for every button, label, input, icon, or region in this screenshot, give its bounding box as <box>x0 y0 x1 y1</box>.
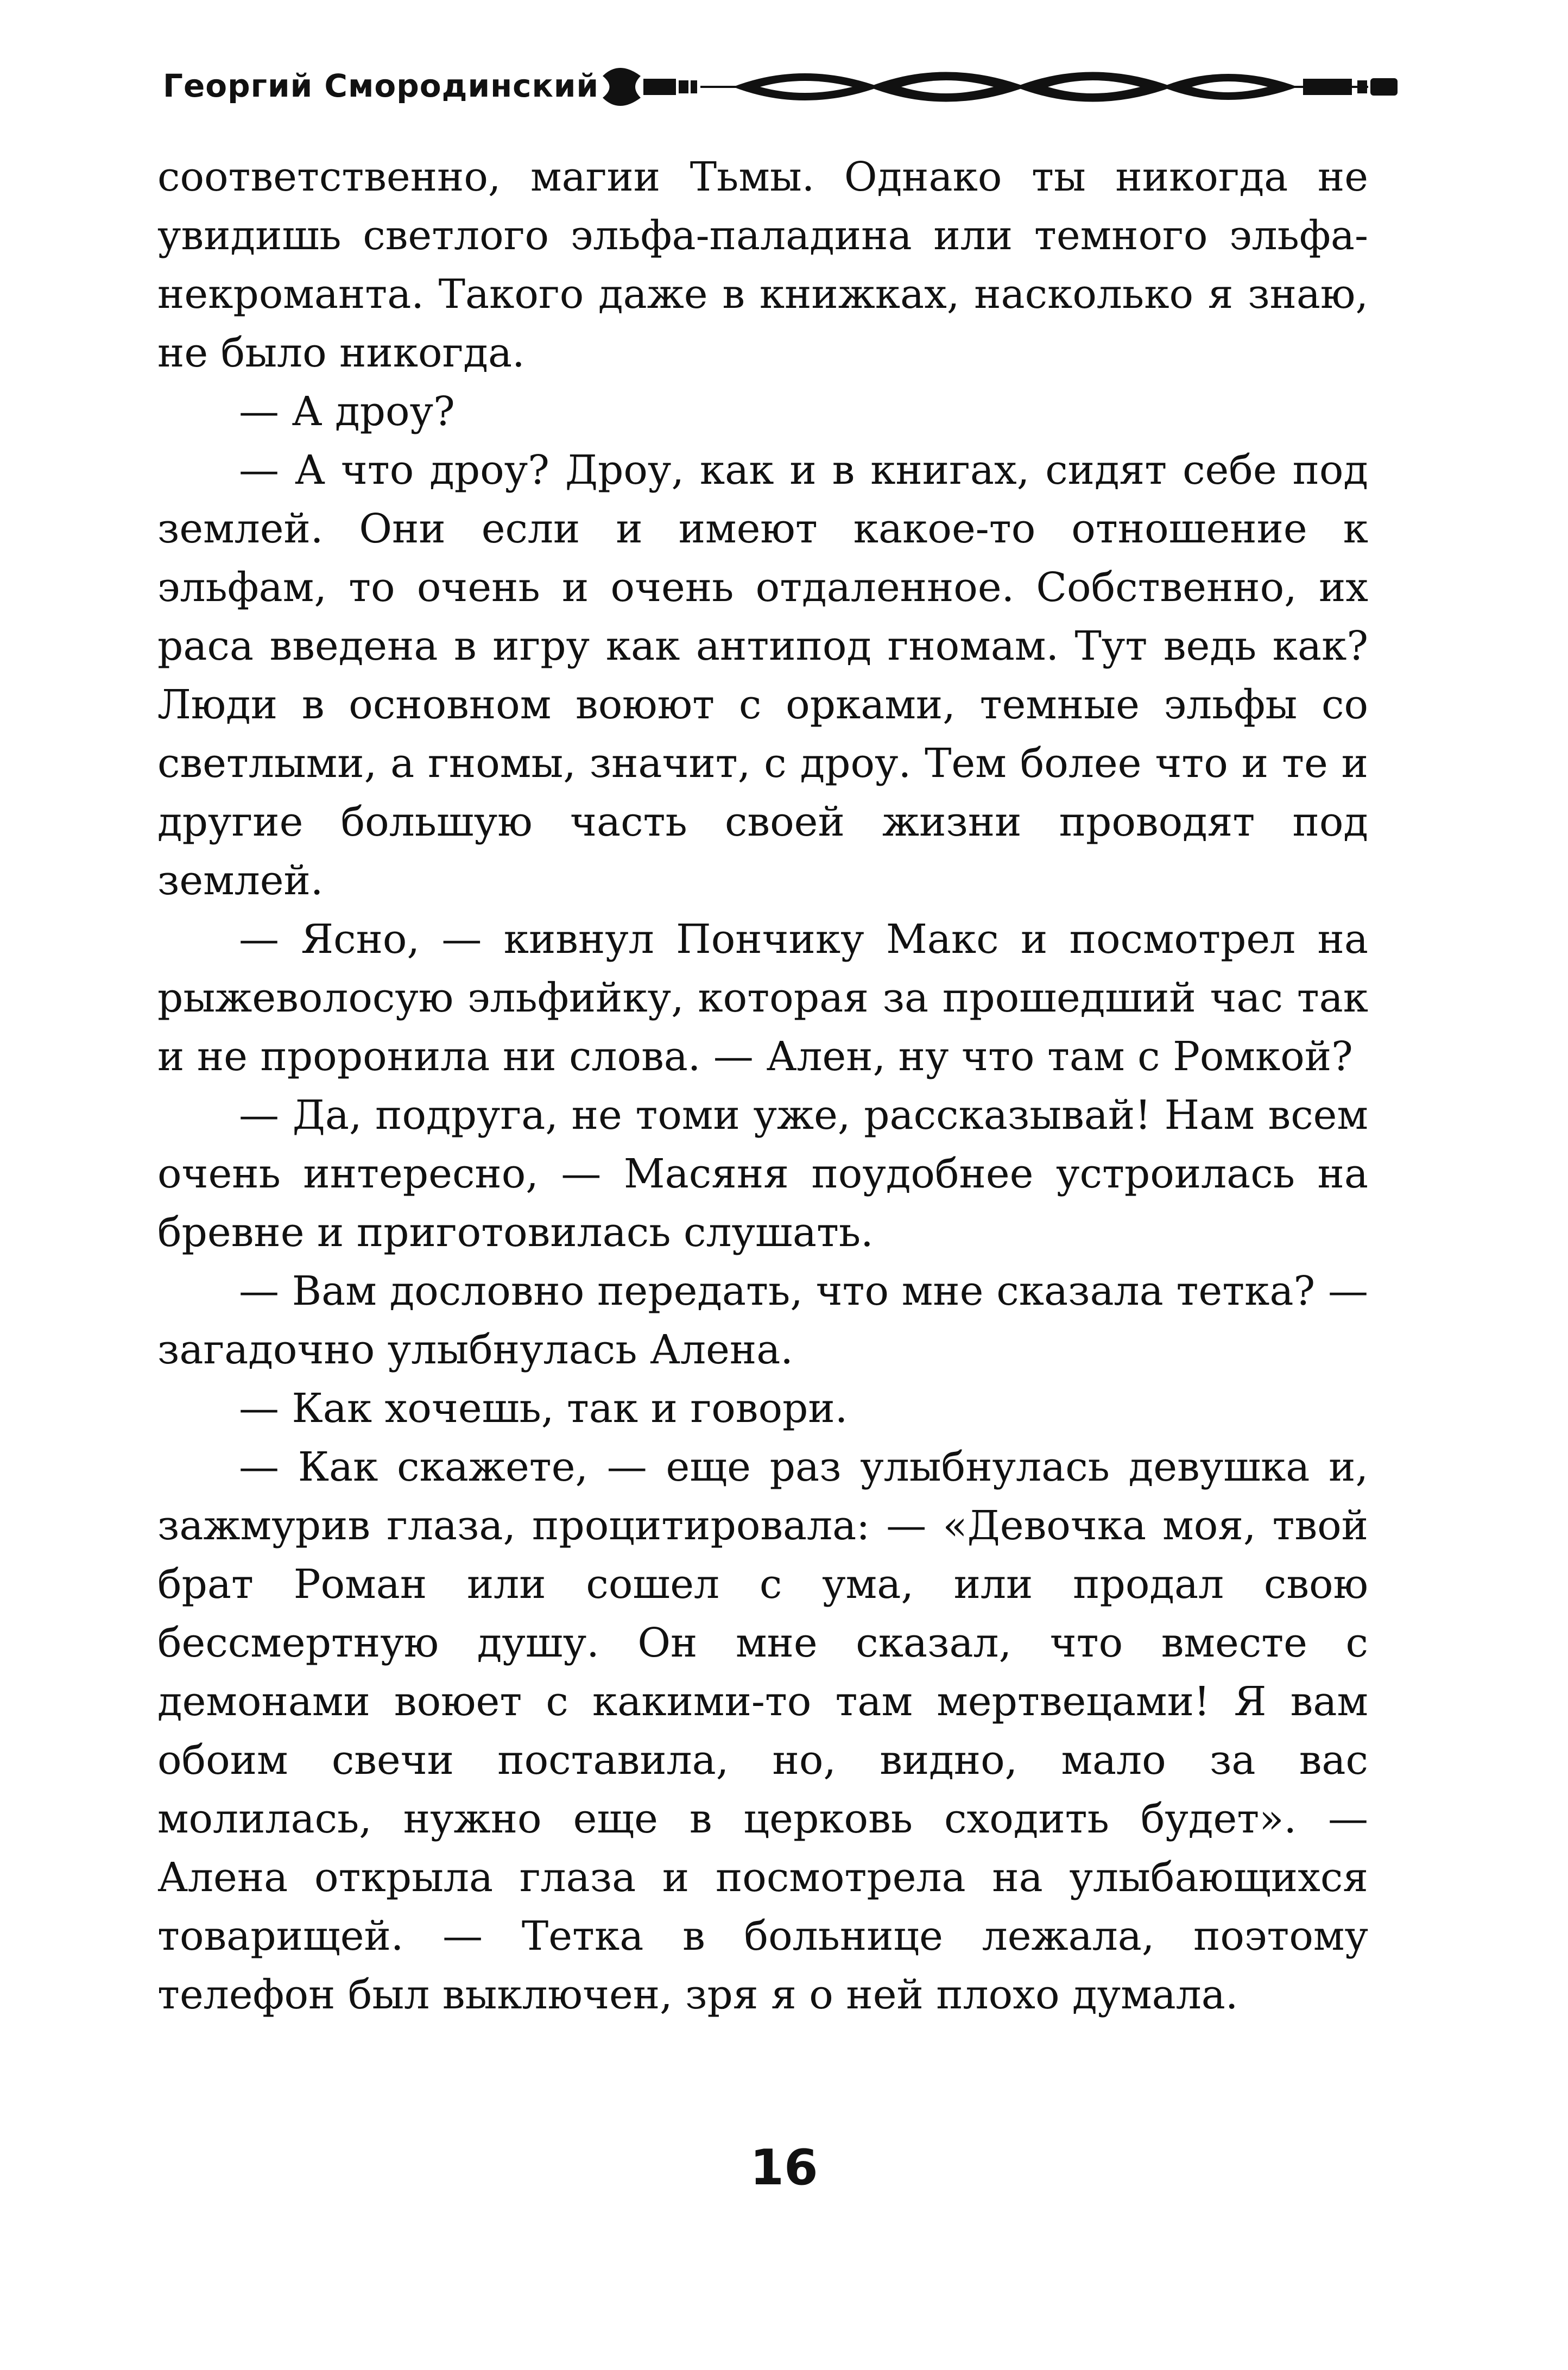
paragraph: — А дроу? <box>239 388 455 435</box>
body-text <box>157 148 1368 2024</box>
paragraph: соответственно, магии Тьмы. Однако ты никогда не увидишь светлого эльфа-паладина или темного эльфа-некроманта. Такого даже в книжках, насколько я знаю, не было никогда. <box>157 154 1368 376</box>
decorative-rule-ornament-icon <box>597 54 1412 119</box>
page-header <box>163 54 1412 119</box>
paragraph: — Как хочешь, так и говори. <box>239 1385 848 1432</box>
paragraph: — Да, подруга, не томи уже, рассказывай! Нам всем очень интересно, — Масяня поудобнее устроилась на бревне и приготовилась слушать. <box>157 1092 1368 1256</box>
paragraph: — А что дроу? Дроу, как и в книгах, сидят себе под землей. Они если и имеют какое-то отношение к эльфам, то очень и очень отдаленное. Собственно, их раса введена в игру как антипод гномам. Тут ведь как? Люди в основном воюют с орками, темные эльфы со светлыми, а гномы, значит, с дроу. Тем более что и те и другие большую часть своей жизни проводят под землей. <box>157 447 1368 904</box>
running-head-author: Георгий Смородинский <box>163 67 599 104</box>
paragraph: — Ясно, — кивнул Пончику Макс и посмотрел на рыжеволосую эльфийку, которая за прошедший час так и не проронила ни слова. — Ален, ну что там с Ромкой? <box>157 916 1368 1080</box>
page-number: 16 <box>750 2139 818 2196</box>
paragraph: — Вам дословно передать, что мне сказала тетка? — загадочно улыбнулась Алена. <box>157 1268 1368 1373</box>
paragraph: — Как скажете, — еще раз улыбнулась девушка и, зажмурив глаза, процитировала: — «Девочка моя, твой брат Роман или сошел с ума, или продал свою бессмертную душу. Он мне сказал, что вместе с демонами воюет с какими-то там мертвецами! Я вам обоим свечи поставила, но, видно, мало за вас молилась, нужно еще в церковь сходить будет». — Алена открыла глаза и посмотрела на улыбающихся товарищей. — Тетка в больнице лежала, поэтому телефон был выключен, зря я о ней плохо думала. <box>157 1444 1368 2018</box>
